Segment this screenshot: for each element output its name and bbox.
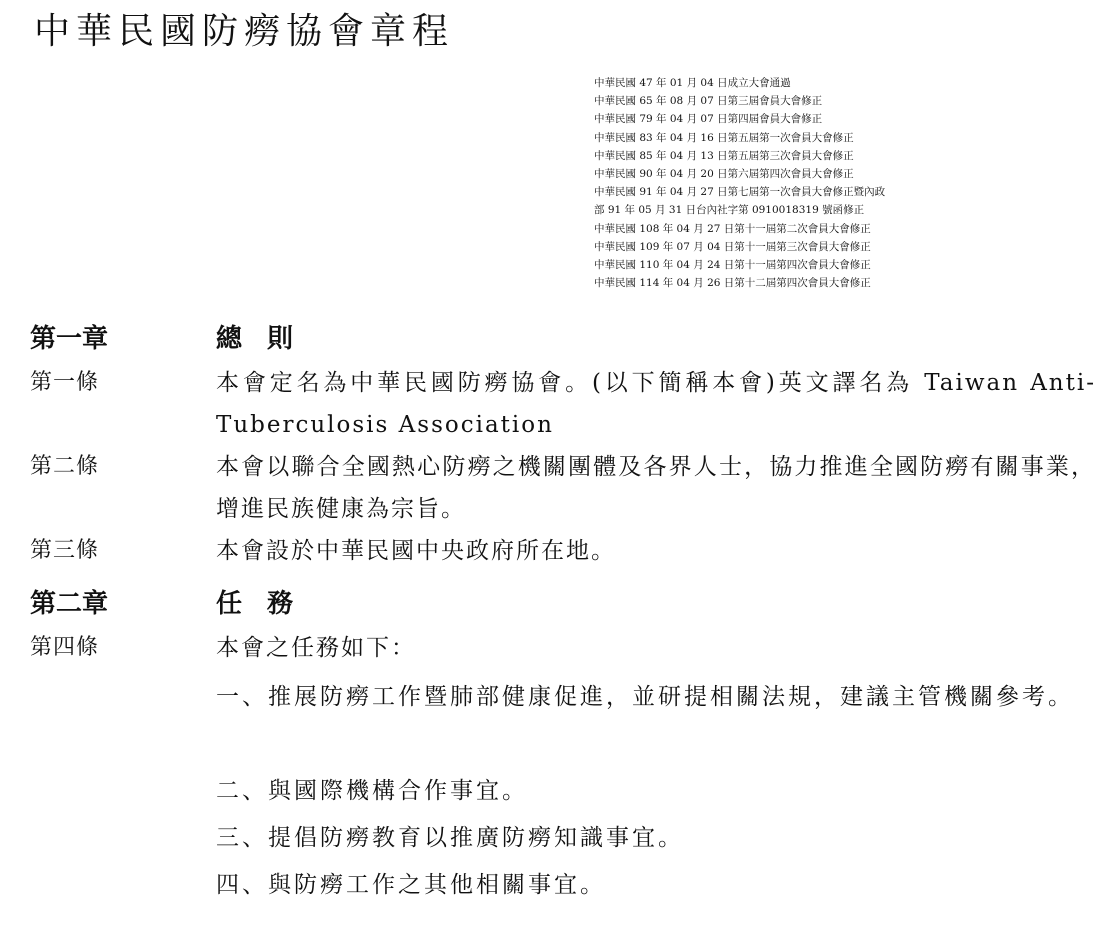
history-line: 中華民國 47 年 01 月 04 日成立大會通過 bbox=[594, 77, 791, 89]
document-title: 中華民國防癆協會章程 bbox=[34, 11, 455, 52]
history-line: 中華民國 65 年 08 月 07 日第三屆會員大會修正 bbox=[594, 95, 823, 108]
article-label: 第一條 bbox=[30, 370, 100, 395]
history-line: 中華民國 85 年 04 月 13 日第五屆第三次會員大會修正 bbox=[594, 149, 854, 162]
article-text: 本會定名為中華民國防癆協會。(以下簡稱本會)英文譯名為 Taiwan Anti-Tuberculosis Association bbox=[216, 370, 1096, 438]
history-line: 中華民國 108 年 04 月 27 日第十一屆第二次會員大會修正 bbox=[594, 222, 871, 235]
history-line: 中華民國 79 年 04 月 07 日第四屆會員大會修正 bbox=[594, 113, 823, 126]
article-label: 第三條 bbox=[30, 538, 100, 563]
chapter-title: 任 務 bbox=[216, 589, 302, 619]
list-item: 四、與防癆工作之其他相關事宜。 bbox=[216, 872, 606, 898]
chapter-label: 第二章 bbox=[30, 589, 109, 619]
article-text: 本會之任務如下： bbox=[216, 635, 416, 661]
list-item: 三、提倡防癆教育以推廣防癆知識事宜。 bbox=[216, 825, 684, 851]
history-line: 中華民國 110 年 04 月 24 日第十一屆第四次會員大會修正 bbox=[594, 259, 871, 272]
list-item: 二、與國際機構合作事宜。 bbox=[216, 778, 528, 804]
history-line: 中華民國 91 年 04 月 27 日第七屆第一次會員大會修正暨內政 bbox=[594, 186, 886, 199]
amendment-history bbox=[594, 74, 1014, 292]
history-line: 中華民國 114 年 04 月 26 日第十二屆第四次會員大會修正 bbox=[594, 277, 871, 290]
article-text: 本會以聯合全國熱心防癆之機關團體及各界人士，協力推進全國防癆有關事業，增進民族健康為宗旨。 bbox=[216, 454, 1096, 522]
chapter-title: 總 則 bbox=[216, 324, 302, 354]
history-line: 中華民國 90 年 04 月 20 日第六屆第四次會員大會修正 bbox=[594, 168, 854, 181]
article-label: 第二條 bbox=[30, 454, 100, 479]
article-text: 本會設於中華民國中央政府所在地。 bbox=[216, 538, 616, 564]
list-item: 一、推展防癆工作暨肺部健康促進，並研提相關法規，建議主管機關參考。 bbox=[216, 684, 1074, 710]
history-line: 中華民國 83 年 04 月 16 日第五屆第一次會員大會修正 bbox=[594, 131, 854, 144]
history-line: 中華民國 109 年 07 月 04 日第十一屆第三次會員大會修正 bbox=[594, 240, 871, 253]
history-line: 部 91 年 05 月 31 日台內社字第 0910018319 號函修正 bbox=[594, 204, 865, 217]
chapter-label: 第一章 bbox=[30, 324, 109, 354]
article-label: 第四條 bbox=[30, 635, 100, 660]
